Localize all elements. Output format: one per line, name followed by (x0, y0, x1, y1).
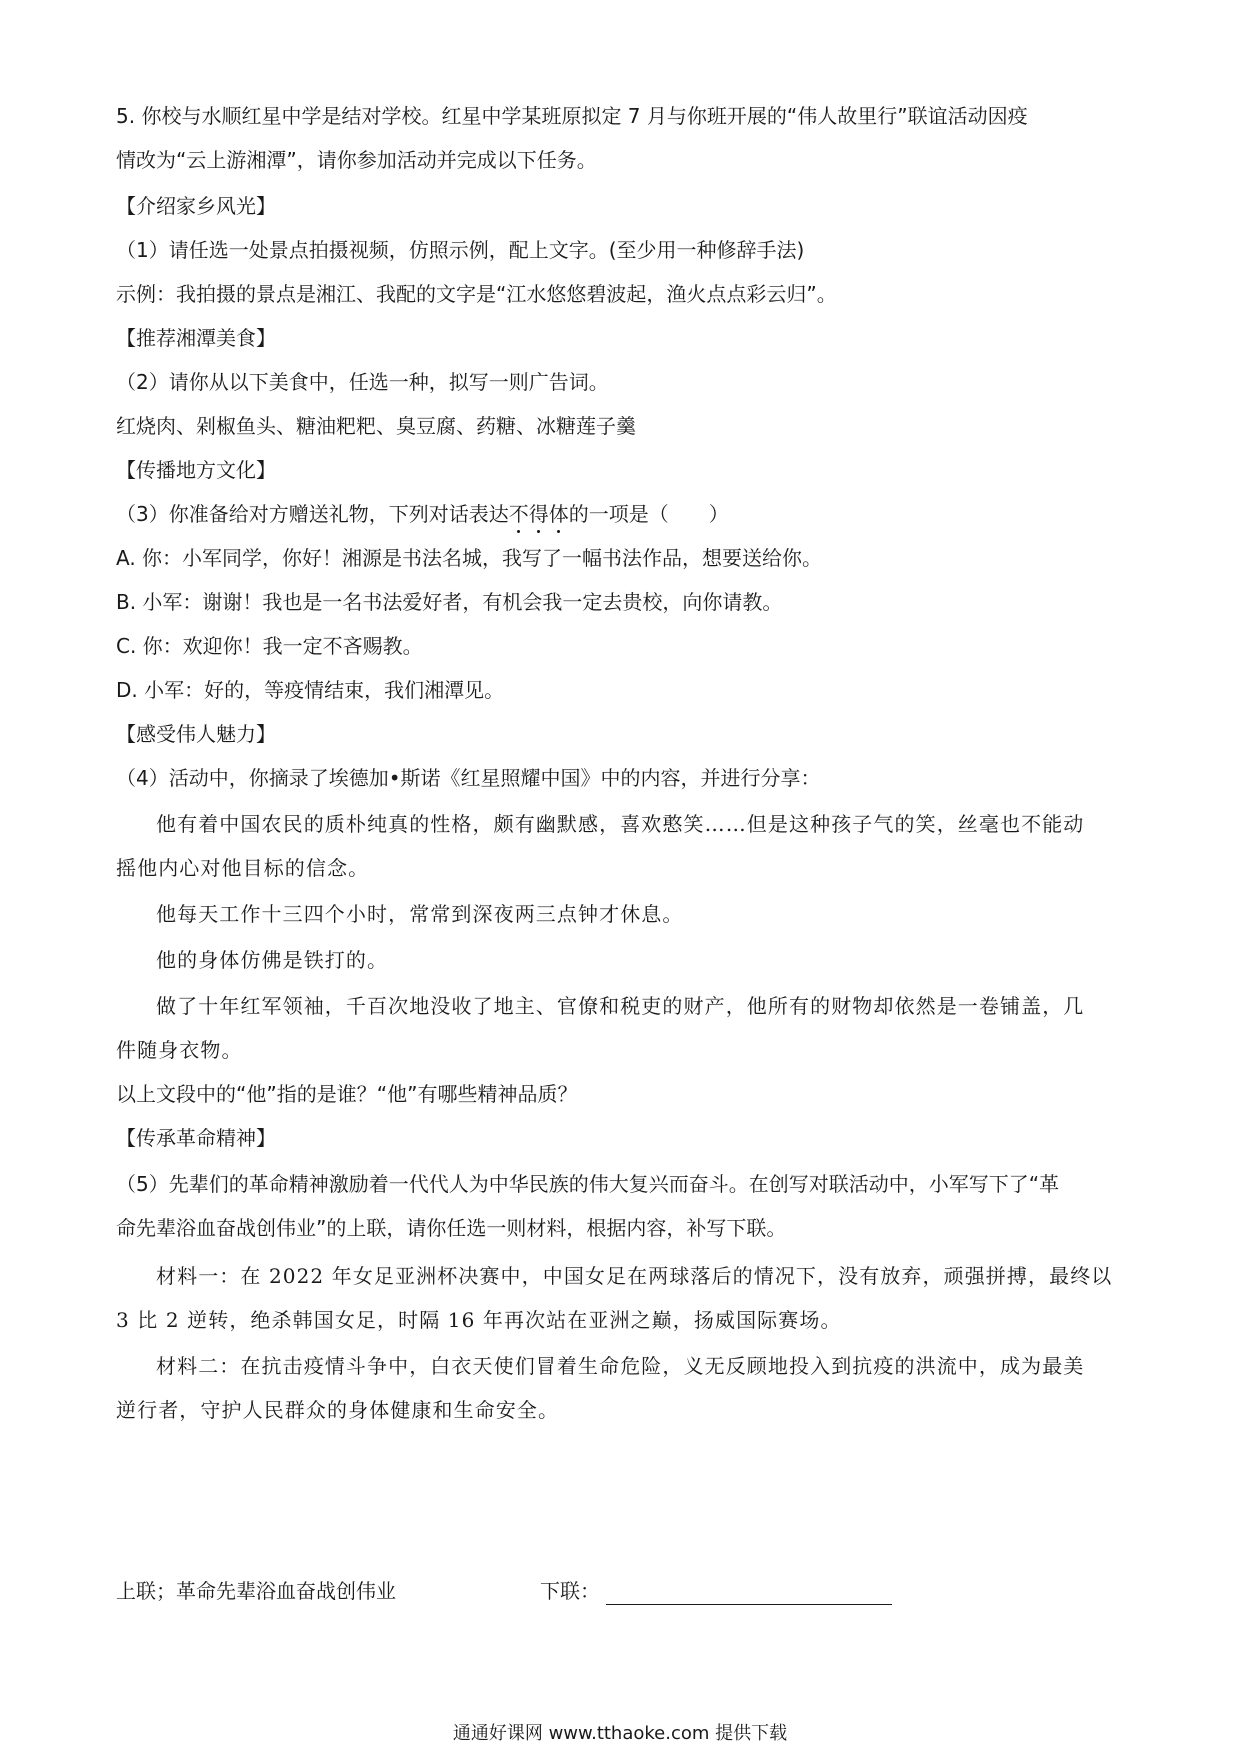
excerpt-line-5: 做了十年红军领袖，千百次地没收了地主、官僚和税吏的财产，他所有的财物却依然是一卷铺盖，几 (156, 994, 1085, 1018)
section-heading-culture: 【传播地方文化】 (116, 458, 276, 482)
excerpt-line-2: 摇他内心对他目标的信念。 (116, 856, 370, 880)
option-d: D. 小军：好的，等疫情结束，我们湘潭见。 (116, 678, 505, 702)
section-heading-spirit: 【传承革命精神】 (116, 1126, 276, 1150)
task-3-prompt (116, 500, 1126, 528)
section-heading-scenery: 【介绍家乡风光】 (116, 194, 276, 218)
option-a: A. 你：小军同学，你好！湘源是书法名城，我写了一幅书法作品，想要送给你。 (116, 546, 823, 570)
excerpt-line-3: 他每天工作十三四个小时，常常到深夜两三点钟才休息。 (156, 902, 684, 926)
task-2-food-list: 红烧肉、剁椒鱼头、糖油粑粑、臭豆腐、药糖、冰糖莲子羹 (116, 414, 636, 438)
excerpt-line-4: 他的身体仿佛是铁打的。 (156, 948, 389, 972)
task-1-prompt: （1）请任选一处景点拍摄视频，仿照示例，配上文字。(至少用一种修辞手法) (116, 238, 805, 262)
option-b: B. 小军：谢谢！我也是一名书法爱好者，有机会我一定去贵校，向你请教。 (116, 590, 783, 614)
question-intro-line-2: 情改为“云上游湘潭”，请你参加活动并完成以下任务。 (116, 148, 597, 172)
material-1-line-1: 材料一：在 2022 年女足亚洲杯决赛中，中国女足在两球落后的情况下，没有放弃，顽强拼搏，最终以 (156, 1264, 1113, 1288)
upper-couplet: 上联；革命先辈浴血奋战创伟业 (116, 1579, 396, 1603)
task-3-prompt-start: （3）你准备给对方赠送礼物，下列对话表达 (116, 502, 509, 526)
lower-couplet-answer-blank[interactable] (606, 1582, 892, 1605)
task-4-question: 以上文段中的“他”指的是谁？“他”有哪些精神品质？ (116, 1082, 578, 1106)
section-heading-food: 【推荐湘潭美食】 (116, 326, 276, 350)
material-2-line-1: 材料二：在抗击疫情斗争中，白衣天使们冒着生命危险，义无反顾地投入到抗疫的洪流中，成为最美 (156, 1354, 1085, 1378)
question-intro-line-1: 5. 你校与水顺红星中学是结对学校。红星中学某班原拟定 7 月与你班开展的“伟人故里行”联谊活动因疫 (116, 104, 1028, 128)
lower-couplet-row (540, 1577, 892, 1605)
material-1-line-2: 3 比 2 逆转，绝杀韩国女足，时隔 16 年再次站在亚洲之巅，扬威国际赛场。 (116, 1308, 842, 1332)
excerpt-line-1: 他有着中国农民的质朴纯真的性格，颇有幽默感，喜欢憨笑……但是这种孩子气的笑，丝毫也不能动 (156, 812, 1085, 836)
excerpt-line-6: 件随身衣物。 (116, 1038, 243, 1062)
lower-couplet-label: 下联： (540, 1579, 600, 1603)
emphasis-char: 不 (508, 502, 529, 526)
task-5-prompt-line-2: 命先辈浴血奋战创伟业”的上联，请你任选一则材料，根据内容，补写下联。 (116, 1216, 787, 1240)
option-c: C. 你：欢迎你！我一定不吝赐教。 (116, 634, 423, 658)
task-2-prompt: （2）请你从以下美食中，任选一种，拟写一则广告词。 (116, 370, 609, 394)
emphasis-char: 体 (548, 502, 569, 526)
task-1-example: 示例：我拍摄的景点是湘江、我配的文字是“江水悠悠碧波起，渔火点点彩云归”。 (116, 282, 837, 306)
material-2-line-2: 逆行者，守护人民群众的身体健康和生命安全。 (116, 1398, 560, 1422)
task-5-prompt-line-1: （5）先辈们的革命精神激励着一代代人为中华民族的伟大复兴而奋斗。在创写对联活动中，小军写下了“革 (116, 1172, 1060, 1196)
page-footer: 通通好课网 www.tthaoke.com 提供下载 (452, 1723, 788, 1744)
task-4-prompt: （4）活动中，你摘录了埃德加•斯诺《红星照耀中国》中的内容，并进行分享： (116, 766, 821, 790)
emphasis-char: 得 (528, 502, 549, 526)
task-3-prompt-end: 的一项是（ ） (568, 502, 729, 526)
section-heading-leader: 【感受伟人魅力】 (116, 722, 276, 746)
task-3-emphasis-dotted (509, 502, 569, 526)
